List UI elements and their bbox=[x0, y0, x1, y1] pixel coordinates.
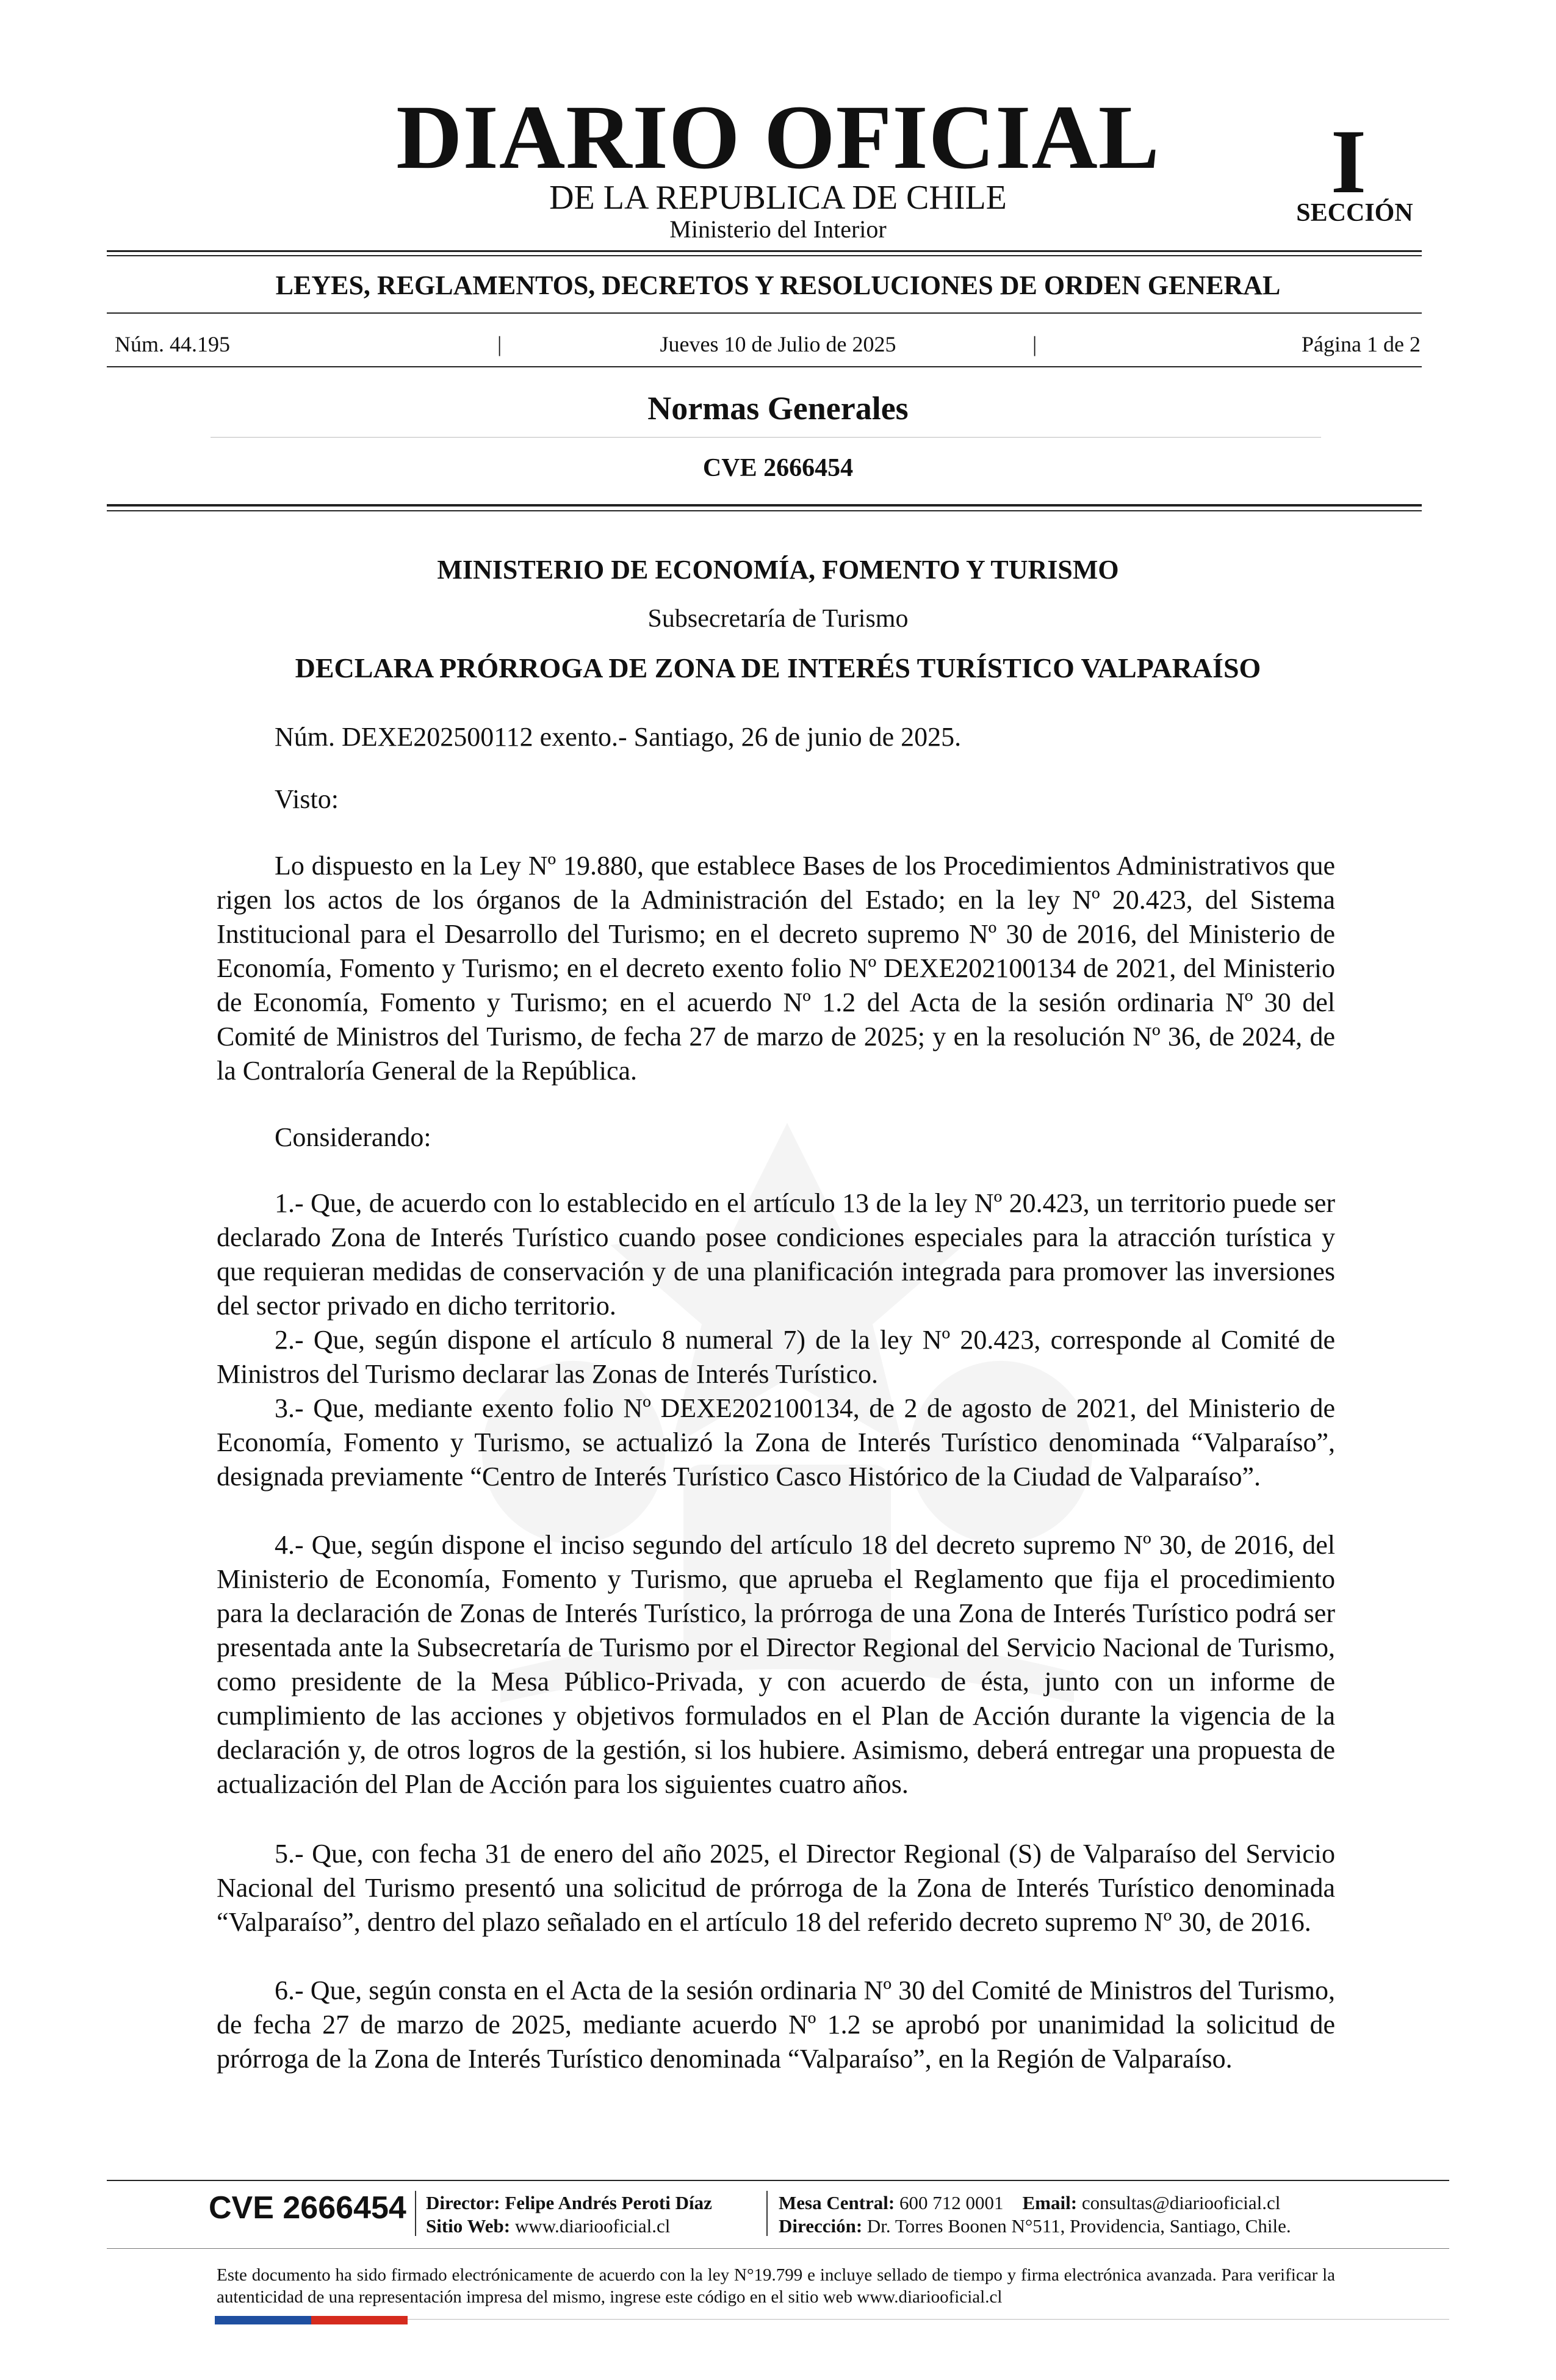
considerando-5: 5.- Que, con fecha 31 de enero del año 2025, el Director Regional (S) de Valparaíso del Servicio Nacional del Turismo presentó una solicitud de prórroga de la Zona de Interés Turístico denominada “Valparaíso”, dentro del plazo señalado en el artículo 18 del referido decreto supremo Nº 30, de 2016. bbox=[217, 1839, 1335, 1937]
content-rule bbox=[107, 504, 1422, 507]
considerando-4: 4.- Que, según dispone el inciso segundo del artículo 18 del decreto supremo Nº 30, de 2016, del Ministerio de Economía, Fomento y Turismo, que aprueba el Reglamento que fija el procedimiento para la declaración de Zonas de Interés Turístico, la prórroga de una Zona de Interés Turístico podrá ser presentada ante la Subsecretaría de Turismo por el Director Regional del Servicio Nacional de Turismo, como presidente de la Mesa Público-Privada, y con acuerdo de ésta, junto con un informe de cumplimiento de las acciones y objetivos formulados en el Plan de Acción durante la vigencia de la declaración y, de otros logros de la gestión, si los hubiere. Asimismo, deberá entregar una propuesta de actualización del Plan de Acción para los siguientes cuatro años. bbox=[217, 1530, 1335, 1799]
footer-rule-bottom bbox=[408, 2319, 1449, 2320]
considerando-3: 3.- Que, mediante exento folio Nº DEXE202100134, de 2 de agosto de 2021, del Ministerio de Economía, Fomento y Turismo, se actualizó la Zona de Interés Turístico denominada “Valparaíso”, designada previamente “Centro de Interés Turístico Casco Histórico de la Ciudad de Valparaíso”. bbox=[217, 1393, 1335, 1491]
footer-rule-top bbox=[107, 2180, 1449, 2181]
section-title-rule bbox=[211, 437, 1321, 438]
header-rule-top-2 bbox=[107, 255, 1422, 256]
content-rule-2 bbox=[107, 510, 1422, 511]
header-band: LEYES, REGLAMENTOS, DECRETOS Y RESOLUCIONES DE ORDEN GENERAL bbox=[275, 270, 1281, 300]
page-indicator: Página 1 de 2 bbox=[1302, 332, 1421, 356]
issue-number: Núm. 44.195 bbox=[115, 332, 230, 356]
section-number: I bbox=[1330, 111, 1367, 212]
footer-divider bbox=[415, 2191, 416, 2236]
masthead-title: DIARIO OFICIAL bbox=[396, 87, 1160, 188]
considerando-1: 1.- Que, de acuerdo con lo establecido en el artículo 13 de la ley Nº 20.423, un territorio puede ser declarado Zona de Interés Turístico cuando posee condiciones especiales para la atracción turística y que requieran medidas de conservación y de una planificación integrada para promover las inversiones del sector privado en dicho territorio. bbox=[217, 1188, 1335, 1321]
considerando-2: 2.- Que, según dispone el artículo 8 numeral 7) de la ley Nº 20.423, corresponde al Comité de Ministros del Turismo declarar las Zonas de Interés Turístico. bbox=[217, 1325, 1335, 1389]
section-label: SECCIÓN bbox=[1296, 199, 1413, 227]
document-subsecretary: Subsecretaría de Turismo bbox=[647, 605, 909, 633]
decree-number-line: Núm. DEXE202500112 exento.- Santiago, 26 de junio de 2025. bbox=[275, 722, 962, 752]
flag-stripe-red bbox=[311, 2316, 408, 2324]
meta-separator: | bbox=[497, 332, 502, 356]
considerando-heading: Considerando: bbox=[275, 1122, 431, 1152]
masthead-ministry: Ministerio del Interior bbox=[669, 215, 887, 243]
header-rule-top bbox=[107, 250, 1422, 252]
issue-date: Jueves 10 de Julio de 2025 bbox=[660, 332, 896, 356]
visto-paragraph: Lo dispuesto en la Ley Nº 19.880, que establece Bases de los Procedimientos Administrativos que rigen los actos de los órganos de la Administración del Estado; en la ley Nº 20.423, del Sistema Institucional para el Desarrollo del Turismo; en el decreto supremo Nº 30 de 2016, del Ministerio de Economía, Fomento y Turismo; en el decreto exento folio Nº DEXE202100134 de 2021, del Ministerio de Economía, Fomento y Turismo; en el acuerdo Nº 1.2 del Acta de la sesión ordinaria Nº 30 del Comité de Ministros del Turismo, de fecha 27 de marzo de 2025; y en la resolución Nº 36, de 2024, de la Contraloría General de la República. bbox=[217, 851, 1335, 1086]
footer-divider bbox=[766, 2191, 768, 2236]
footer-website-link[interactable]: www.diariooficial.cl bbox=[514, 2215, 671, 2237]
footer-contact: Mesa Central: 600 712 0001 Email: consultas@diariooficial.cl Dirección: Dr. Torres Boonen N°511, Providencia, Santiago, Chile. bbox=[779, 2192, 1291, 2237]
visto-heading: Visto: bbox=[275, 784, 339, 814]
footer-email-link[interactable]: consultas@diariooficial.cl bbox=[1081, 2192, 1281, 2213]
header-rule-bottom bbox=[107, 366, 1422, 367]
footer-director: Director: Felipe Andrés Peroti Díaz Sitio Web: www.diariooficial.cl bbox=[426, 2192, 712, 2237]
document-title: DECLARA PRÓRROGA DE ZONA DE INTERÉS TURÍSTICO VALPARAÍSO bbox=[295, 652, 1261, 683]
cve-code: CVE 2666454 bbox=[702, 454, 854, 482]
masthead-subtitle: DE LA REPUBLICA DE CHILE bbox=[549, 179, 1007, 217]
considerando-6: 6.- Que, según consta en el Acta de la sesión ordinaria Nº 30 del Comité de Ministros del Turismo, de fecha 27 de marzo de 2025, mediante acuerdo Nº 1.2 se aprobó por unanimidad la solicitud de prórroga de la Zona de Interés Turístico denominada “Valparaíso”, en la Región de Valparaíso. bbox=[217, 1975, 1335, 2074]
header-rule-mid bbox=[107, 312, 1422, 314]
meta-separator: | bbox=[1032, 332, 1037, 356]
footer-rule-mid bbox=[107, 2248, 1449, 2249]
footer-legal-note: Este documento ha sido firmado electrónicamente de acuerdo con la ley N°19.799 e incluye sellado de tiempo y firma electrónica avanzada. Para verificar la autenticidad de una representación impresa del mismo, ingrese este código en el sitio web www.diariooficial.cl bbox=[217, 2265, 1335, 2307]
footer-cve-code: CVE 2666454 bbox=[209, 2190, 406, 2226]
document-ministry: MINISTERIO DE ECONOMÍA, FOMENTO Y TURISMO bbox=[437, 555, 1119, 585]
flag-stripe-blue bbox=[215, 2316, 311, 2324]
section-title: Normas Generales bbox=[647, 390, 909, 427]
